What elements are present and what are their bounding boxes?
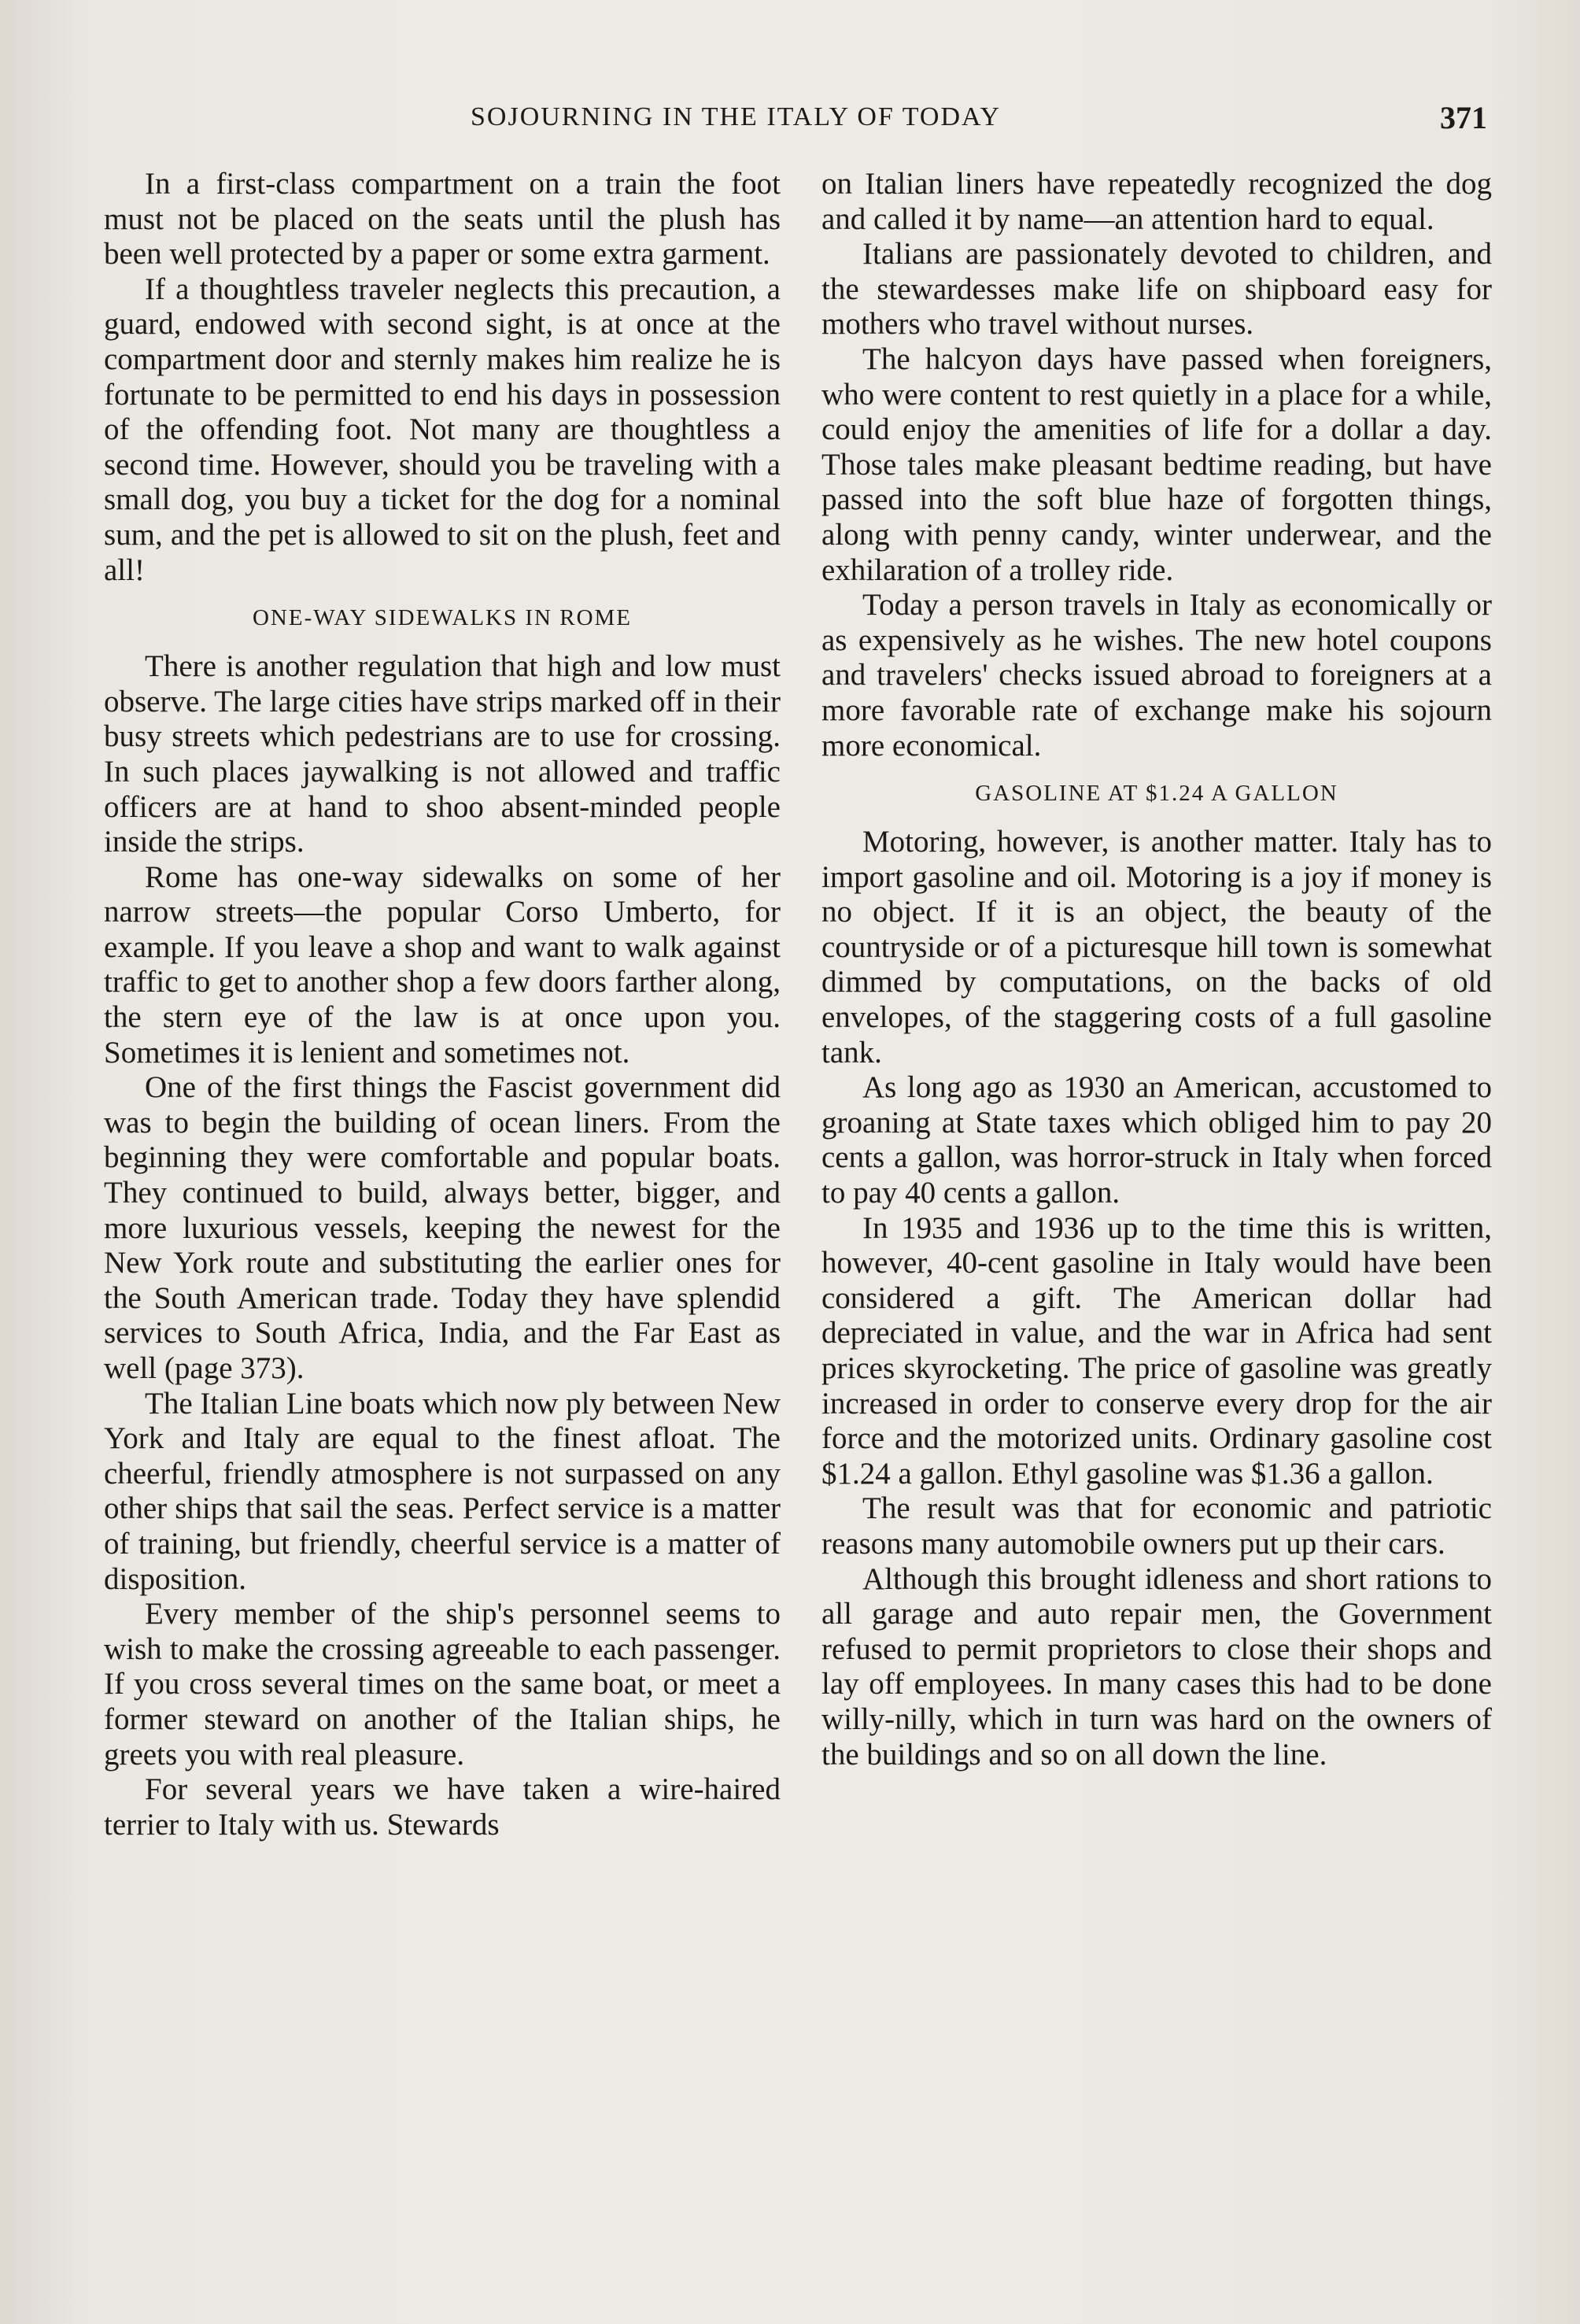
paragraph: Italians are passionately devoted to children, and the stewardesses make life on shipboard easy for mothers who travel without nurses. <box>821 237 1492 342</box>
paragraph: In 1935 and 1936 up to the time this is written, however, 40-cent gasoline in Italy would have been considered a gift. The American dollar had depreciated in value, and the war in Africa had sent prices skyrocketing. The price of gasoline was greatly increased in order to conserve every drop for the air force and the motorized units. Ordinary gasoline cost $1.24 a gallon. Ethyl gasoline was $1.36 a gallon. <box>821 1210 1492 1491</box>
right-column <box>821 167 1492 1772</box>
section-heading: GASOLINE AT $1.24 A GALLON <box>975 781 1338 807</box>
paragraph: As long ago as 1930 an American, accustomed to groaning at State taxes which obliged him to pay 20 cents a gallon, was horror-struck in Italy when forced to pay 40 cents a gallon. <box>821 1070 1492 1210</box>
paragraph: Every member of the ship's personnel seems to wish to make the crossing agreeable to each passenger. If you cross several times on the same boat, or meet a former steward on another of the Italian ships, he greets you with real pleasure. <box>104 1597 781 1772</box>
left-column <box>104 167 781 1842</box>
page-number: 371 <box>1440 100 1487 135</box>
paragraph: Although this brought idleness and short rations to all garage and auto repair men, the Government refused to permit proprietors to close their shops and lay off employees. In many cases this had to be done willy-nilly, which in turn was hard on the owners of the buildings and so on all down the line. <box>821 1561 1492 1772</box>
paragraph: If a thoughtless traveler neglects this precaution, a guard, endowed with second sight, is at once at the compartment door and sternly makes him realize he is fortunate to be permitted to end his days in possession of the offending foot. Not many are thoughtless a second time. However, should you be traveling with a small dog, you buy a ticket for the dog for a nominal sum, and the pet is allowed to sit on the plush, feet and all! <box>104 272 781 587</box>
paragraph: The result was that for economic and patriotic reasons many automobile owners put up their cars. <box>821 1491 1492 1561</box>
paragraph: One of the first things the Fascist government did was to begin the building of ocean liners. From the beginning they were comfortable and popular boats. They continued to build, always better, bigger, and more luxurious vessels, keeping the newest for the New York route and substituting the earlier ones for the South American trade. Today they have splendid services to South Africa, India, and the Far East as well (page 373). <box>104 1070 781 1385</box>
paragraph: Motoring, however, is another matter. Italy has to import gasoline and oil. Motoring is a joy if money is no object. If it is an object, the beauty of the countryside or of a picturesque hill town is somewhat dimmed by computations, on the backs of old envelopes, of the staggering costs of a full gasoline tank. <box>821 825 1492 1070</box>
paragraph: Today a person travels in Italy as economically or as expensively as he wishes. The new hotel coupons and travelers' checks issued abroad to foreigners at a more favorable rate of exchange make his sojourn more economical. <box>821 588 1492 763</box>
section-heading: ONE-WAY SIDEWALKS IN ROME <box>252 605 633 631</box>
running-title: SOJOURNING IN THE ITALY OF TODAY <box>471 102 1001 131</box>
paragraph: For several years we have taken a wire-haired terrier to Italy with us. Stewards <box>104 1772 781 1842</box>
paragraph-continued: on Italian liners have repeatedly recognized the dog and called it by name—an attention hard to equal. <box>821 167 1492 236</box>
paragraph: The halcyon days have passed when foreigners, who were content to rest quietly in a place for a while, could enjoy the amenities of life for a dollar a day. Those tales make pleasant bedtime reading, but have passed into the soft blue haze of forgotten things, along with penny candy, winter underwear, and the exhilaration of a trolley ride. <box>821 342 1492 587</box>
paragraph: In a first-class compartment on a train the foot must not be placed on the seats until the plush has been well protected by a paper or some extra garment. <box>104 167 781 272</box>
running-header <box>106 99 1487 146</box>
paragraph: There is another regulation that high and low must observe. The large cities have strips marked off in their busy streets which pedestrians are to use for crossing. In such places jaywalking is not allowed and traffic officers are at hand to shoo absent-minded people inside the strips. <box>104 649 781 859</box>
paragraph: Rome has one-way sidewalks on some of her narrow streets—the popular Corso Umberto, for example. If you leave a shop and want to walk against traffic to get to another shop a few doors farther along, the stern eye of the law is at once upon you. Sometimes it is lenient and sometimes not. <box>104 859 781 1070</box>
paragraph: The Italian Line boats which now ply between New York and Italy are equal to the finest afloat. The cheerful, friendly atmosphere is not surpassed on any other ships that sail the seas. Perfect service is a matter of training, but friendly, cheerful service is a matter of disposition. <box>104 1386 781 1596</box>
